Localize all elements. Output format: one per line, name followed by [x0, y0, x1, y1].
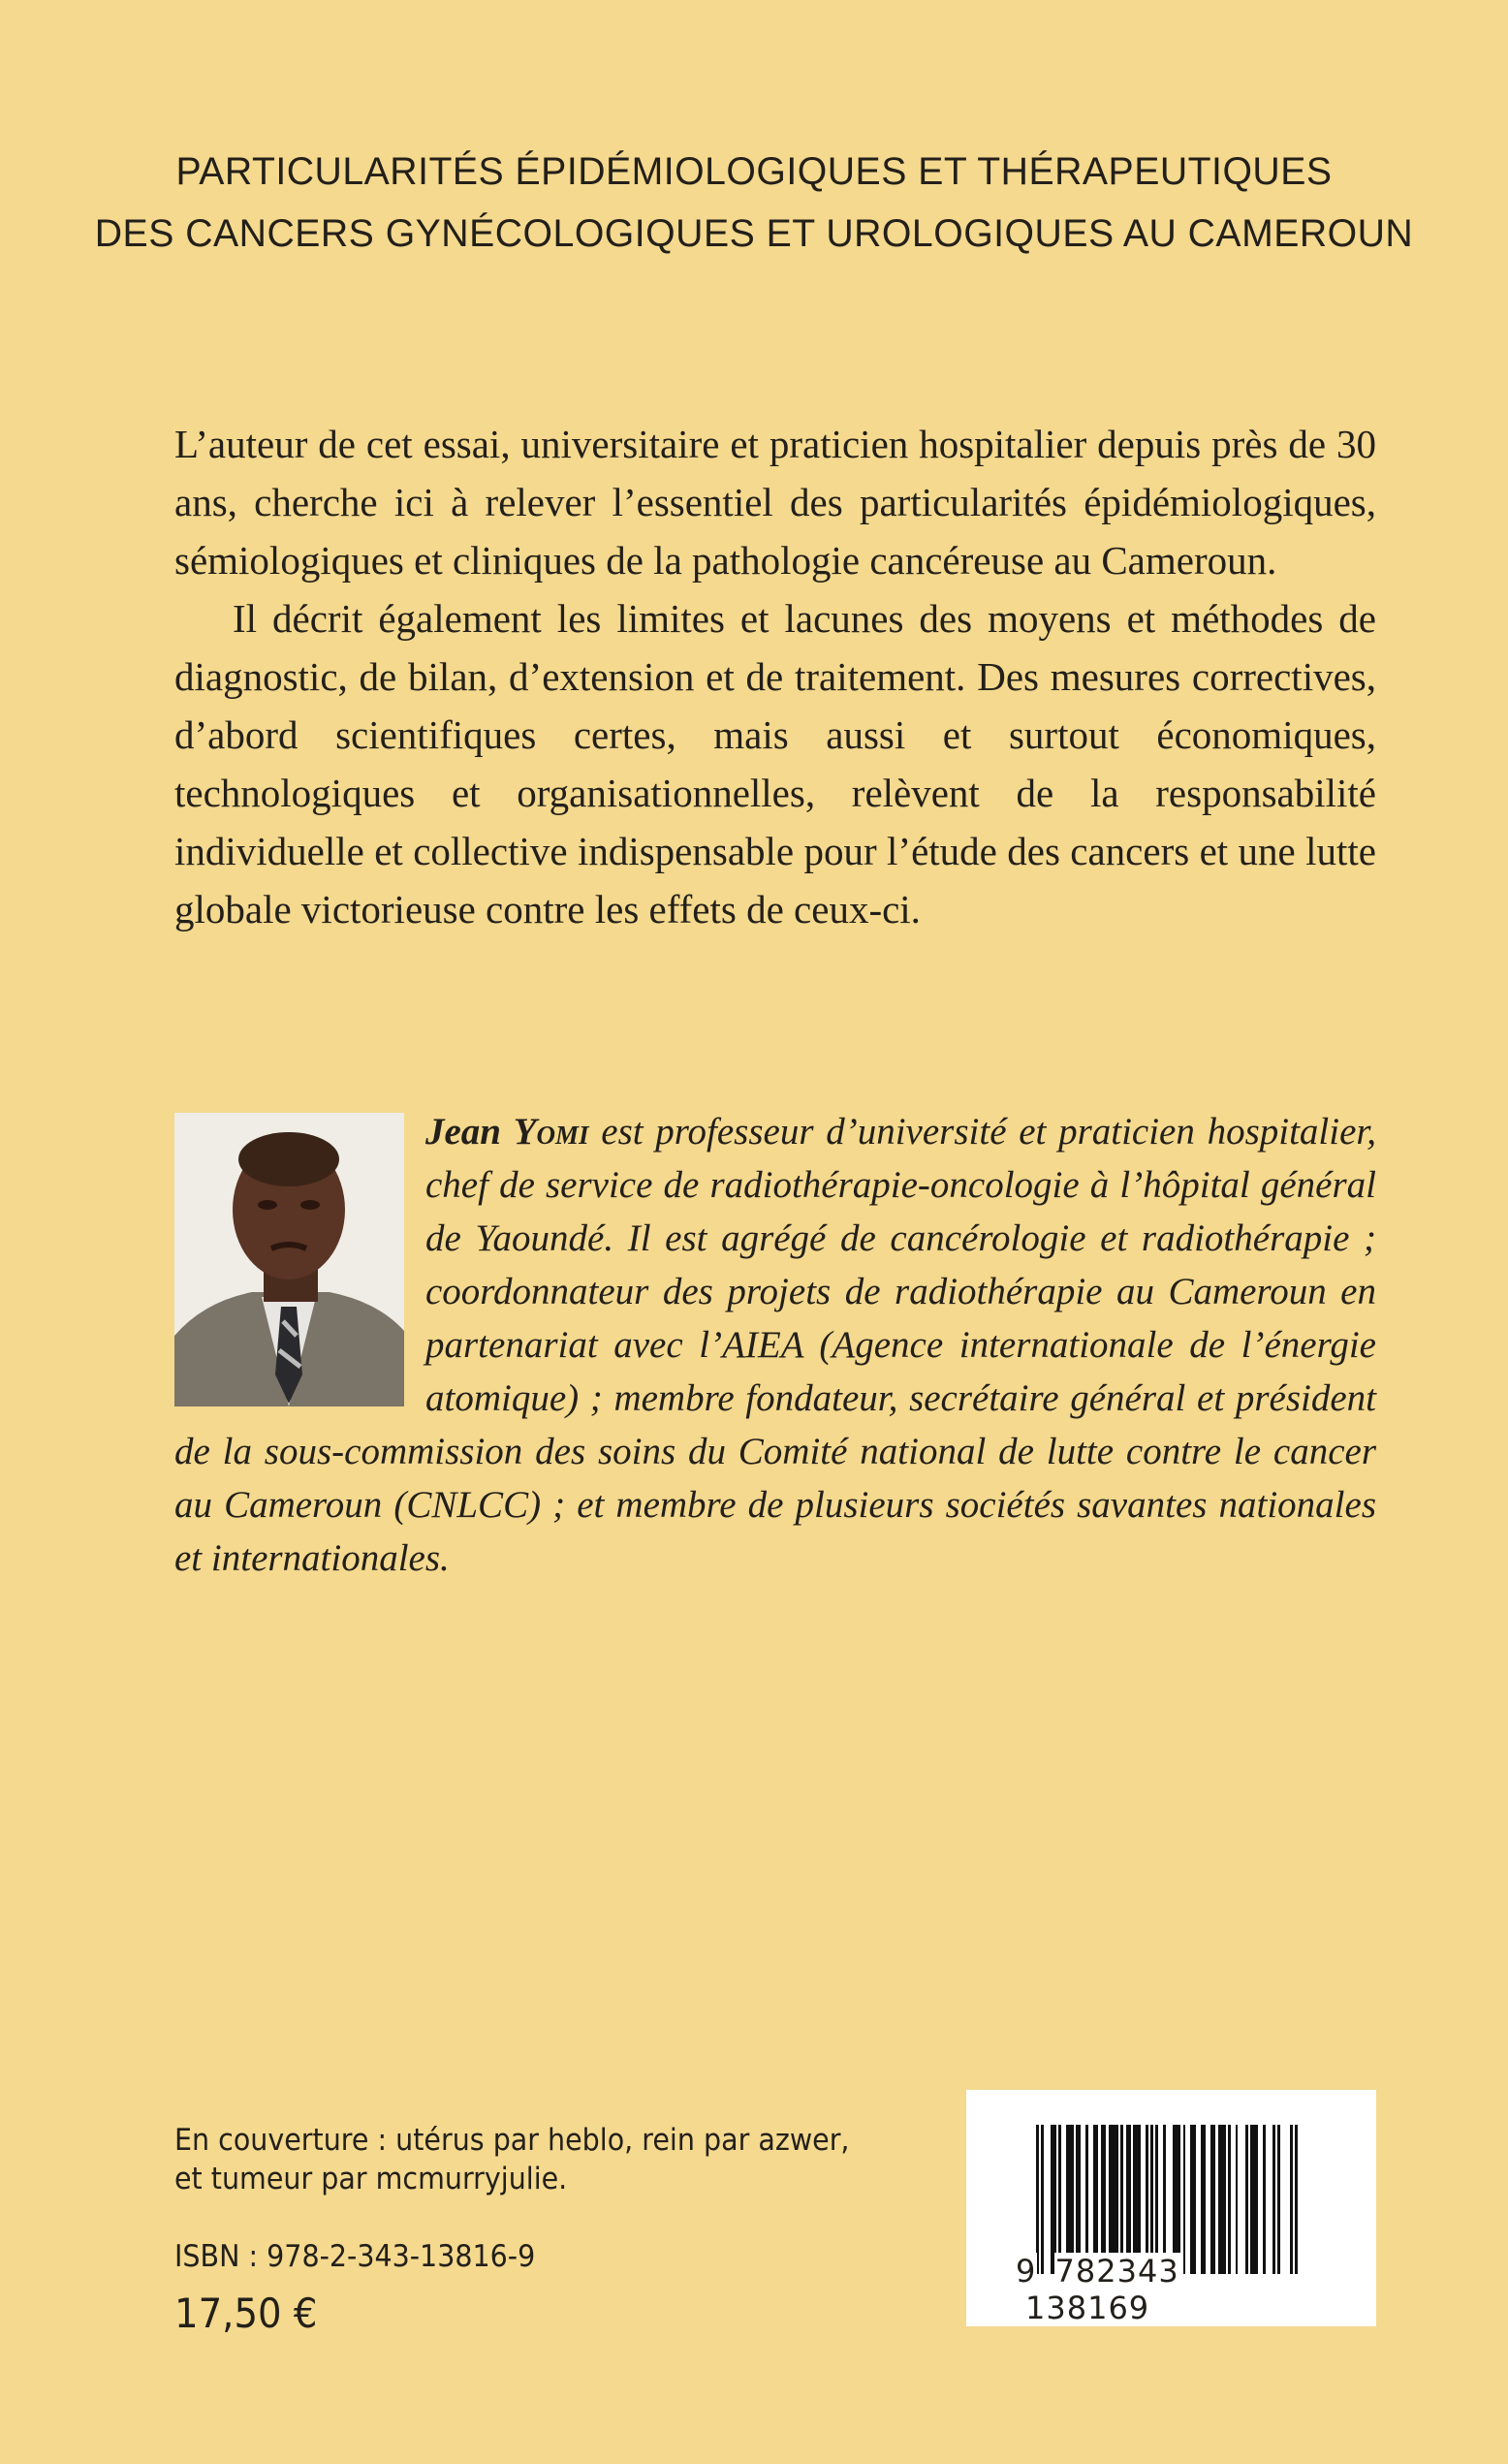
barcode-bar: [1036, 2125, 1039, 2274]
book-title-line-2: DES CANCERS GYNÉCOLOGIQUES ET UROLOGIQUES AU CAMEROUN: [94, 212, 1414, 255]
barcode-bars: [1036, 2125, 1298, 2274]
barcode-bar: [1155, 2125, 1158, 2274]
barcode-bar: [1138, 2125, 1141, 2274]
barcode: [966, 2090, 1376, 2326]
isbn: ISBN : 978-2-343-13816-9: [174, 2239, 536, 2274]
barcode-bar: [1058, 2125, 1061, 2274]
summary-paragraph-1: L’auteur de cet essai, universitaire et praticien hospitalier depuis près de 30 ans, cherche ici à relever l’essentiel des particularités épidémiologiques, sémiologiques et cliniques de la pathologie cancéreuse au Cameroun.: [174, 422, 1376, 583]
barcode-bar: [1103, 2125, 1106, 2274]
barcode-bar: [1295, 2125, 1298, 2274]
summary-paragraph-2: Il décrit également les limites et lacunes des moyens et méthodes de diagnostic, de bilan, d’extension et de traitement. Des mesures correctives, d’abord scientifiques certes, mais aussi et surtout économiques, technologiques et organisationnelles, relèvent de la responsabilité individuelle et collective indispensable pour l’étude des cancers et une lutte globale victorieuse contre les effets de ceux-ci.: [174, 596, 1376, 932]
barcode-number: [1015, 2253, 1325, 2326]
summary: [174, 415, 1376, 938]
barcode-bar: [1120, 2125, 1123, 2274]
barcode-bar: [1213, 2125, 1216, 2274]
author-bio: [174, 1105, 1376, 1585]
cover-credits-line-2: et tumeur par mcmurryjulie.: [174, 2162, 568, 2196]
barcode-bar: [1178, 2125, 1181, 2274]
barcode-bar: [1255, 2125, 1258, 2274]
cover-credits-line-1: En couverture : utérus par heblo, rein par azwer,: [174, 2123, 850, 2158]
barcode-bar: [1163, 2125, 1166, 2274]
cover-credits: [174, 2121, 849, 2198]
barcode-bar: [1150, 2125, 1153, 2274]
barcode-bar: [1203, 2125, 1206, 2274]
barcode-bar: [1277, 2125, 1280, 2274]
barcode-bar: [1071, 2125, 1074, 2274]
barcode-digits-right: 138169: [1025, 2290, 1150, 2326]
barcode-bar: [1079, 2125, 1082, 2274]
barcode-bar: [1146, 2125, 1148, 2274]
barcode-bar: [1085, 2125, 1088, 2274]
barcode-bar: [1263, 2125, 1266, 2274]
author-first-name: Jean: [425, 1111, 501, 1153]
book-title-line-1: PARTICULARITÉS ÉPIDÉMIOLOGIQUES ET THÉRAPEUTIQUES: [175, 150, 1333, 193]
barcode-bar: [1245, 2125, 1248, 2274]
barcode-bar: [1041, 2125, 1044, 2274]
barcode-bar: [1223, 2125, 1226, 2274]
barcode-bar: [1128, 2125, 1131, 2274]
author-photo: [174, 1113, 404, 1406]
barcode-bar: [1290, 2125, 1293, 2274]
barcode-bar: [1193, 2125, 1196, 2274]
price: 17,50 €: [174, 2290, 318, 2337]
barcode-bar: [1096, 2125, 1099, 2274]
barcode-bar: [1183, 2125, 1186, 2274]
barcode-bar: [1115, 2125, 1118, 2274]
barcode-bar: [1272, 2125, 1275, 2274]
barcode-bar: [1236, 2125, 1239, 2274]
author-last-name: Yomi: [513, 1111, 589, 1153]
barcode-bar: [1053, 2125, 1056, 2274]
barcode-digit-first: 9: [1016, 2253, 1037, 2290]
barcode-bar: [1228, 2125, 1231, 2274]
author-bio-text: est professeur d’université et praticien hospitalier, chef de service de radiothérapie-oncologie à l’hôpital général de Yaoundé. Il est agrégé de cancérologie et radiothérapie ; coordonnateur des projets de radiothérapie au Cameroun en partenariat avec l’AIEA (Agence internationale de l’énergie atomique) ; membre fondateur, secrétaire général et président de la sous-commission des soins du Comité national de lutte contre le cancer au Cameroun (CNLCC) ; et membre de plusieurs sociétés savantes nationales et internationales.: [174, 1111, 1377, 1579]
barcode-digits-left: 782343: [1054, 2253, 1179, 2290]
